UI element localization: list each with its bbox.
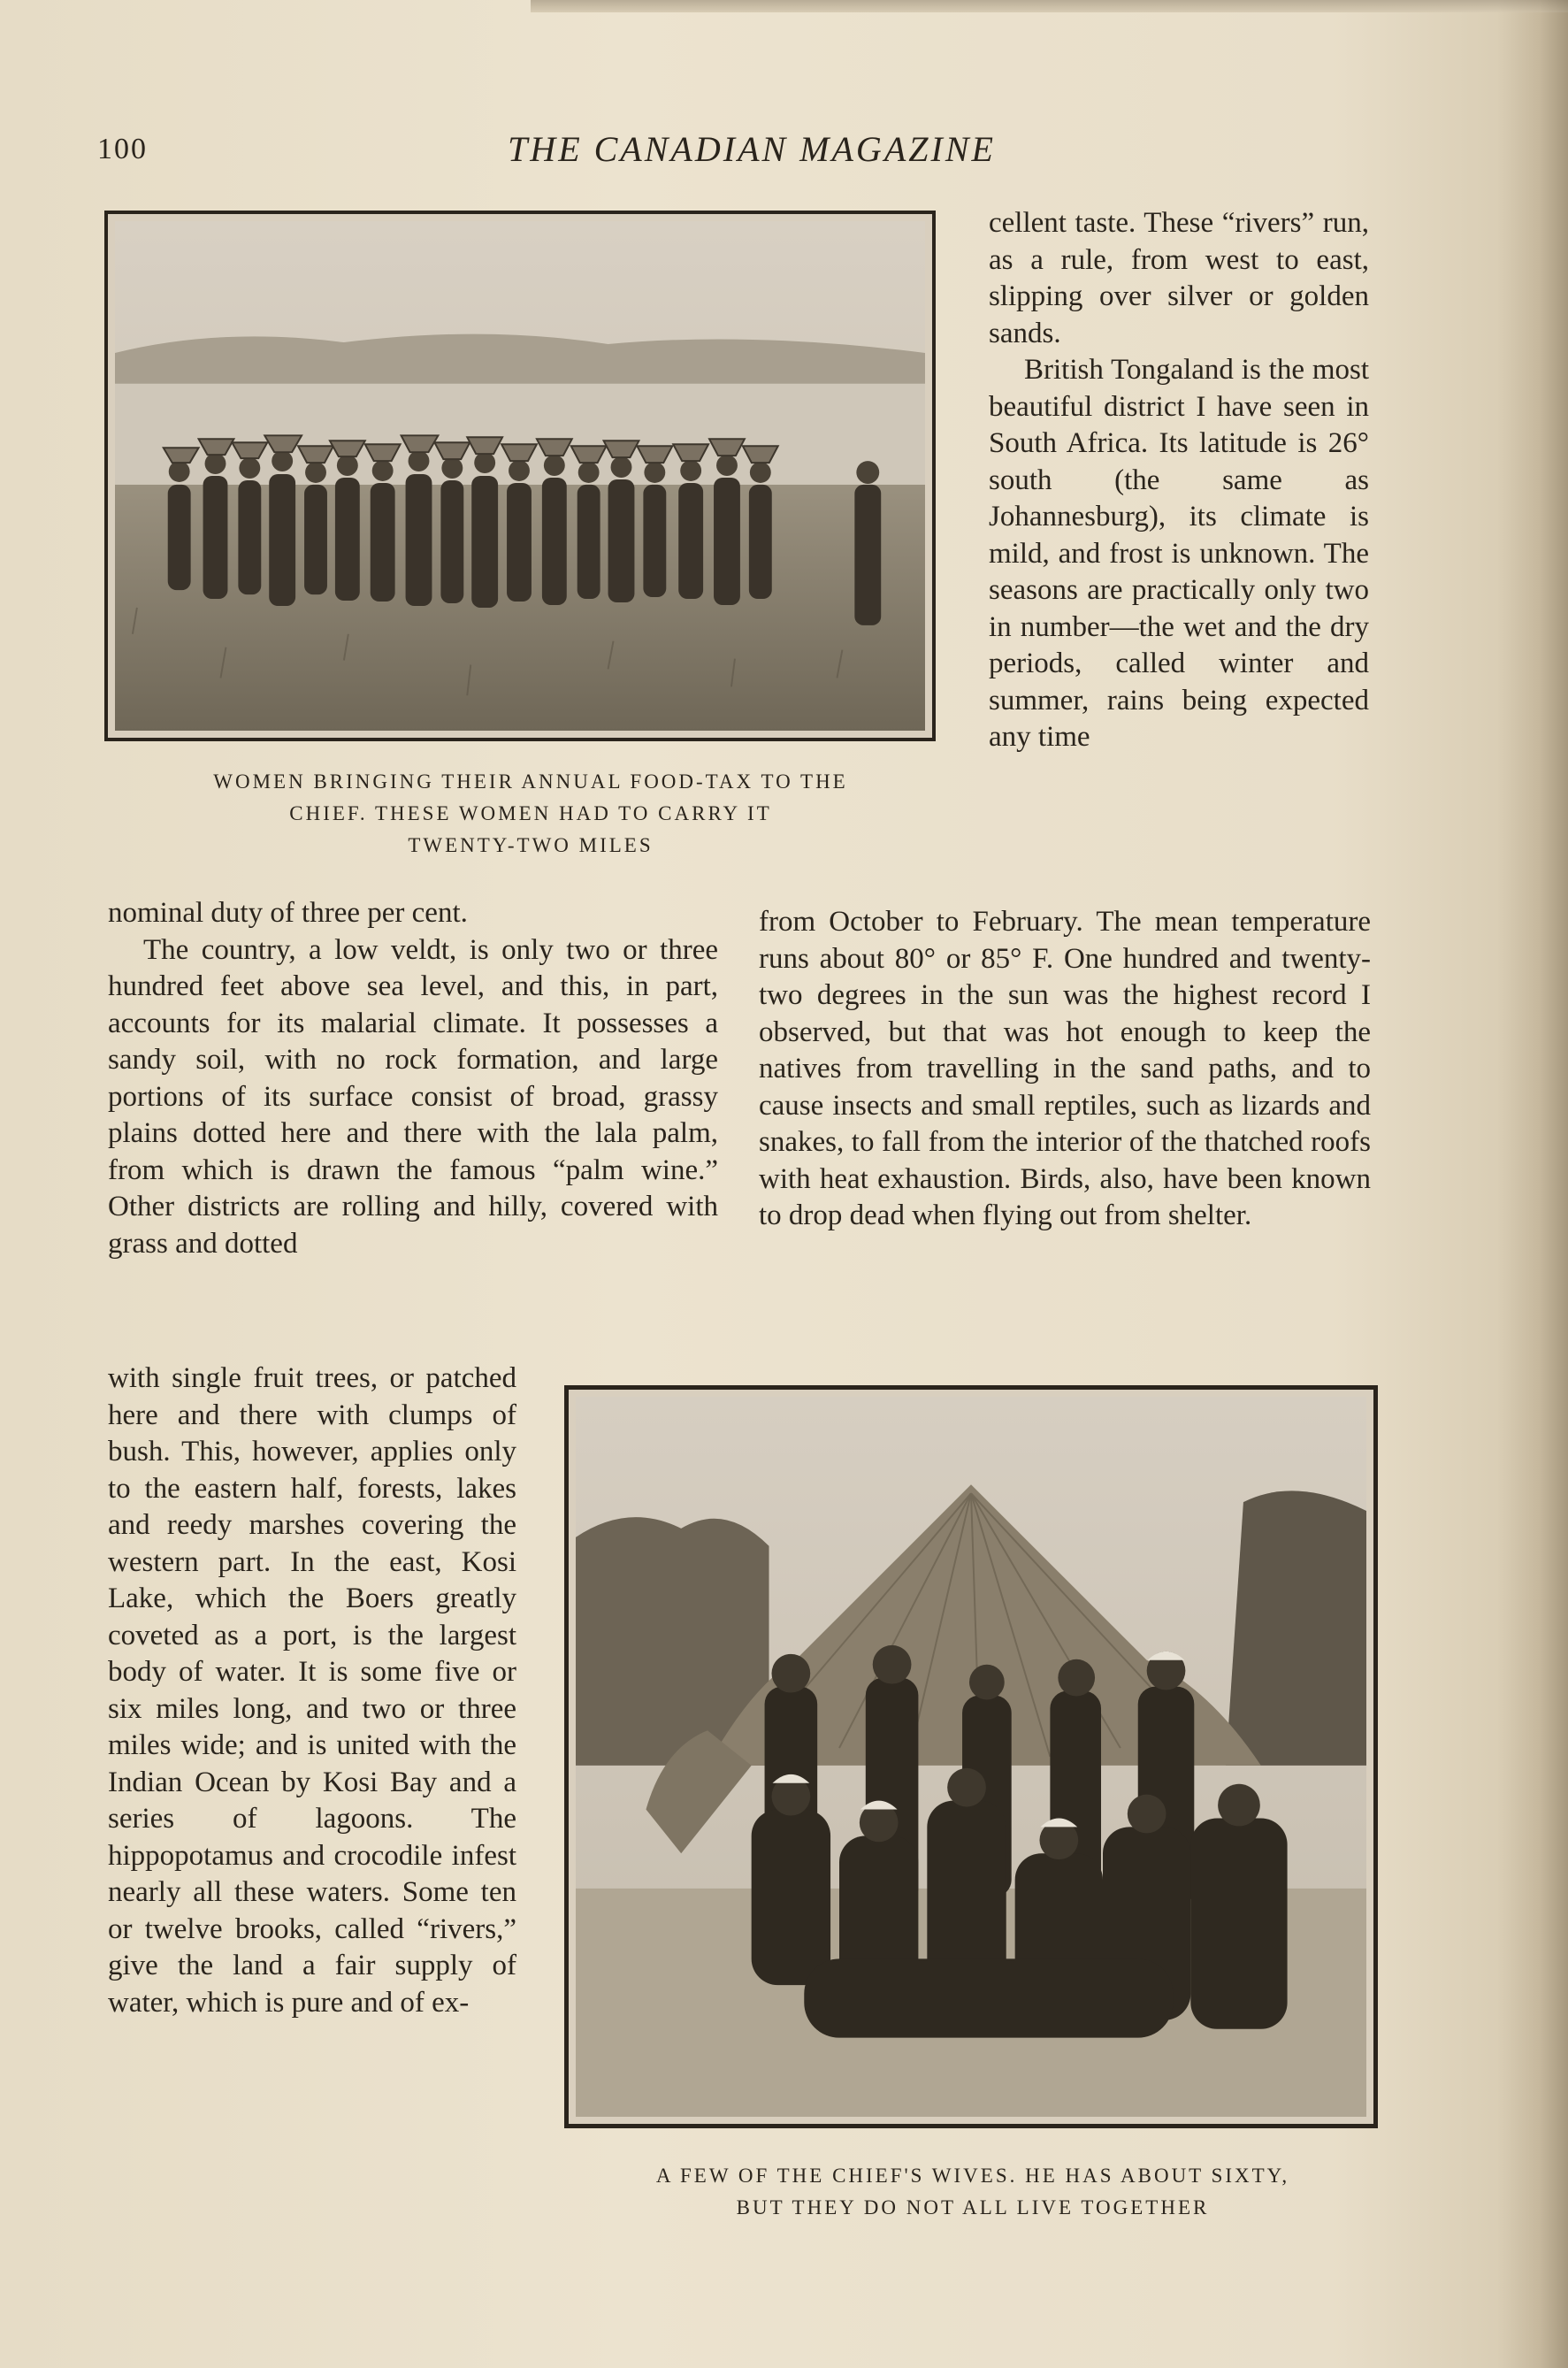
caption-line: TWENTY-TWO MILES bbox=[408, 834, 654, 856]
paragraph: The country, a low veldt, is only two or three hundred feet above sea level, and this, in part, accounts for its malarial climate. It possesses a sandy soil, with no rock formation, and large portions of its surface consist of broad, grassy plains dotted here and there with the lala palm, from which is drawn the famous “palm wine.” Other districts are rolling and hilly, covered with grass and dotted bbox=[108, 933, 718, 1260]
paragraph: from October to February. The mean temperature runs about 80° or 85° F. One hundred and twenty-two degrees in the sun was the highest record I observed, but that was hot enough to keep the natives from travelling in the sand paths, and to cause insects and small reptiles, such as lizards and snakes, to fall from the interior of the thatched roofs with heat exhaustion. Birds, also, have been known to drop dead when flying out from shelter. bbox=[759, 906, 1371, 1231]
page-stack-edge bbox=[531, 0, 1568, 12]
photo-women-food-tax bbox=[104, 211, 936, 741]
caption-food-tax bbox=[142, 766, 920, 862]
paragraph: with single fruit trees, or patched here and there with clumps of bush. This, however, applies only to the eastern half, forests, lakes and reedy marshes covering the western part. In the east, Kosi Lake, which the Boers greatly coveted as a port, is the largest body of water. It is some five or six miles long, and two or three miles wide; and is united with the Indian Ocean by Kosi Bay and a series of lagoons. The hippopotamus and crocodile infest nearly all these waters. Some ten or twelve brooks, called “rivers,” give the land a fair supply of water, which is pure and of ex- bbox=[108, 1362, 516, 2019]
page-gutter-shadow bbox=[1497, 0, 1568, 2368]
caption-line: CHIEF. THESE WOMEN HAD TO CARRY IT bbox=[289, 802, 772, 824]
paragraph: cellent taste. These “rivers” run, as a rule, from west to east, slipping over silver or golden sands. bbox=[989, 207, 1369, 349]
article-column-right-top bbox=[989, 205, 1369, 756]
photo-chiefs-wives bbox=[564, 1385, 1378, 2128]
page-number: 100 bbox=[97, 133, 148, 165]
article-column-left-top bbox=[108, 895, 718, 1262]
article-column-left-narrow bbox=[108, 1360, 516, 2021]
caption-line: BUT THEY DO NOT ALL LIVE TOGETHER bbox=[736, 2196, 1210, 2219]
article-column-right-middle bbox=[759, 904, 1371, 1235]
caption-chiefs-wives bbox=[584, 2160, 1362, 2224]
paragraph: nominal duty of three per cent. bbox=[108, 897, 468, 929]
paragraph: British Tongaland is the most beautiful district I have seen in South Africa. Its latitude is 26° south (the same as Johannesburg), its climate is mild, and frost is unknown. The seasons are practically only two in number—the wet and the dry periods, called winter and summer, rains being expected any time bbox=[989, 354, 1369, 753]
photo-chiefs-wives-image bbox=[576, 1397, 1366, 2117]
caption-line: WOMEN BRINGING THEIR ANNUAL FOOD-TAX TO THE bbox=[213, 770, 848, 793]
caption-line: A FEW OF THE CHIEF'S WIVES. HE HAS ABOUT SIXTY, bbox=[655, 2165, 1290, 2187]
photo-women-food-tax-image bbox=[115, 221, 925, 731]
running-head: THE CANADIAN MAGAZINE bbox=[508, 129, 996, 169]
